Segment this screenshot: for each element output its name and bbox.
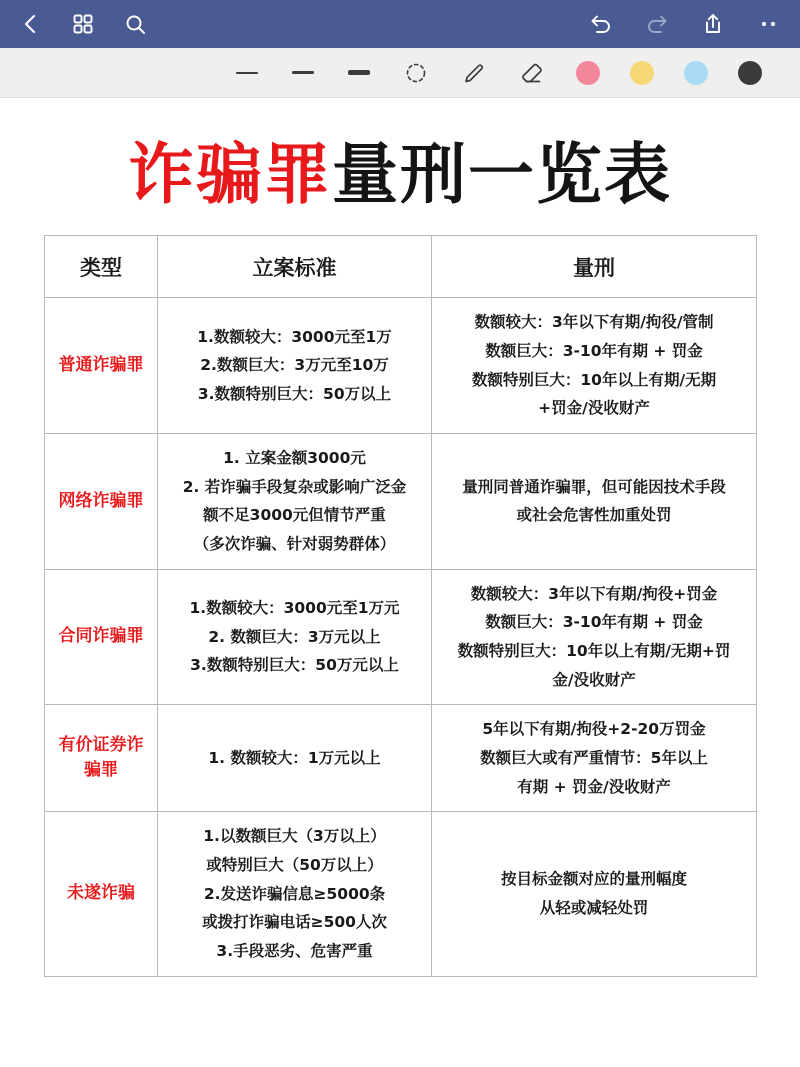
- sentence-line: 数额巨大：3-10年有期 + 罚金: [485, 341, 703, 360]
- cell-type: 有价证券诈骗罪: [45, 705, 158, 812]
- color-swatch-pink[interactable]: [576, 61, 600, 85]
- stroke-thick[interactable]: [346, 70, 372, 75]
- sentence-line: 数额巨大：3-10年有期 + 罚金: [485, 613, 703, 632]
- redo-icon[interactable]: [644, 11, 670, 37]
- color-swatch-blue[interactable]: [684, 61, 708, 85]
- cell-sentence: [432, 433, 757, 569]
- sentence-line: 量刑同普通诈骗罪，但可能因技术手段: [462, 477, 726, 496]
- pencil-icon[interactable]: [460, 59, 488, 87]
- table-header-row: [45, 236, 757, 298]
- cell-standard: [158, 569, 432, 705]
- document-canvas: [0, 135, 800, 977]
- cell-type: 普通诈骗罪: [45, 298, 158, 434]
- standard-line: （多次诈骗、针对弱势群体）: [193, 535, 396, 553]
- table-body: [45, 298, 757, 976]
- cell-sentence: [432, 298, 757, 434]
- page-title: [0, 135, 800, 213]
- sentencing-table: [44, 235, 757, 976]
- grid-view-icon[interactable]: [70, 11, 96, 37]
- page-title-black: 量刑一览表: [332, 135, 672, 213]
- cell-standard: [158, 812, 432, 976]
- sentence-line: 5年以下有期/拘役+2-20万罚金: [482, 720, 706, 739]
- more-options-icon[interactable]: [756, 11, 782, 37]
- standard-line: 2.发送诈骗信息≥5000条: [203, 884, 386, 903]
- share-icon[interactable]: [700, 11, 726, 37]
- search-icon[interactable]: [122, 11, 148, 37]
- column-header-sentence: 量刑: [432, 236, 757, 298]
- sentence-line: 数额特别巨大：10年以上有期/无期+罚: [457, 642, 731, 661]
- standard-line: 1.数额较大：3000元至1万元: [189, 599, 400, 617]
- cell-standard: [158, 298, 432, 434]
- cell-sentence: [432, 569, 757, 705]
- cell-standard: [158, 433, 432, 569]
- standard-line: 2.数额巨大：3万元至10万: [200, 356, 389, 375]
- standard-line: 或特别巨大（50万以上）: [206, 856, 383, 875]
- column-header-standard: 立案标准: [158, 236, 432, 298]
- sentence-line: +罚金/没收财产: [538, 399, 650, 418]
- cell-type: 未遂诈骗: [45, 812, 158, 976]
- standard-line: 额不足3000元但情节严重: [203, 506, 386, 525]
- undo-icon[interactable]: [588, 11, 614, 37]
- table-row: [45, 433, 757, 569]
- color-swatch-black[interactable]: [738, 61, 762, 85]
- sentence-line: 有期 + 罚金/没收财产: [517, 777, 671, 796]
- cell-type: 合同诈骗罪: [45, 569, 158, 705]
- standard-line: 3.数额特别巨大：50万元以上: [190, 656, 399, 675]
- lasso-select-icon[interactable]: [402, 59, 430, 87]
- color-swatch-yellow[interactable]: [630, 61, 654, 85]
- table-row: [45, 812, 757, 976]
- standard-line: 1. 数额较大：1万元以上: [208, 749, 381, 768]
- standard-line: 1. 立案金额3000元: [223, 448, 366, 467]
- standard-line: 3.手段恶劣、危害严重: [216, 942, 373, 961]
- topbar-left-group: [18, 11, 148, 37]
- topbar-right-group: [588, 11, 782, 37]
- column-header-type: 类型: [45, 236, 158, 298]
- stroke-thin[interactable]: [234, 72, 260, 74]
- eraser-icon[interactable]: [518, 59, 546, 87]
- sentence-line: 按目标金额对应的量刑幅度: [500, 870, 687, 889]
- standard-line: 1.以数额巨大（3万以上）: [203, 827, 386, 846]
- standard-line: 1.数额较大：3000元至1万: [197, 327, 392, 346]
- cell-type: 网络诈骗罪: [45, 433, 158, 569]
- sentencing-table-wrapper: [44, 235, 756, 976]
- sentence-line: 数额特别巨大：10年以上有期/无期: [471, 370, 717, 389]
- stroke-medium[interactable]: [290, 71, 316, 74]
- standard-line: 2. 若诈骗手段复杂或影响广泛金: [182, 477, 407, 496]
- back-chevron-icon[interactable]: [18, 11, 44, 37]
- sentence-line: 或社会危害性加重处罚: [516, 506, 672, 525]
- page-title-red: 诈骗罪: [128, 135, 332, 213]
- cell-sentence: [432, 812, 757, 976]
- drawing-toolbar: [0, 48, 800, 98]
- table-row: [45, 569, 757, 705]
- standard-line: 3.数额特别巨大：50万以上: [197, 384, 392, 403]
- sentence-line: 从轻或减轻处罚: [539, 899, 649, 918]
- standard-line: 或拨打诈骗电话≥500人次: [202, 913, 387, 932]
- top-navigation-bar: [0, 0, 800, 48]
- sentence-line: 金/没收财产: [552, 670, 636, 689]
- sentence-line: 数额较大：3年以下有期/拘役/管制: [474, 313, 714, 332]
- cell-sentence: [432, 705, 757, 812]
- standard-line: 2. 数额巨大：3万元以上: [208, 627, 381, 646]
- sentence-line: 数额巨大或有严重情节：5年以上: [480, 749, 708, 768]
- table-row: [45, 705, 757, 812]
- sentence-line: 数额较大：3年以下有期/拘役+罚金: [470, 584, 718, 603]
- table-header: [45, 236, 757, 298]
- cell-standard: [158, 705, 432, 812]
- table-row: [45, 298, 757, 434]
